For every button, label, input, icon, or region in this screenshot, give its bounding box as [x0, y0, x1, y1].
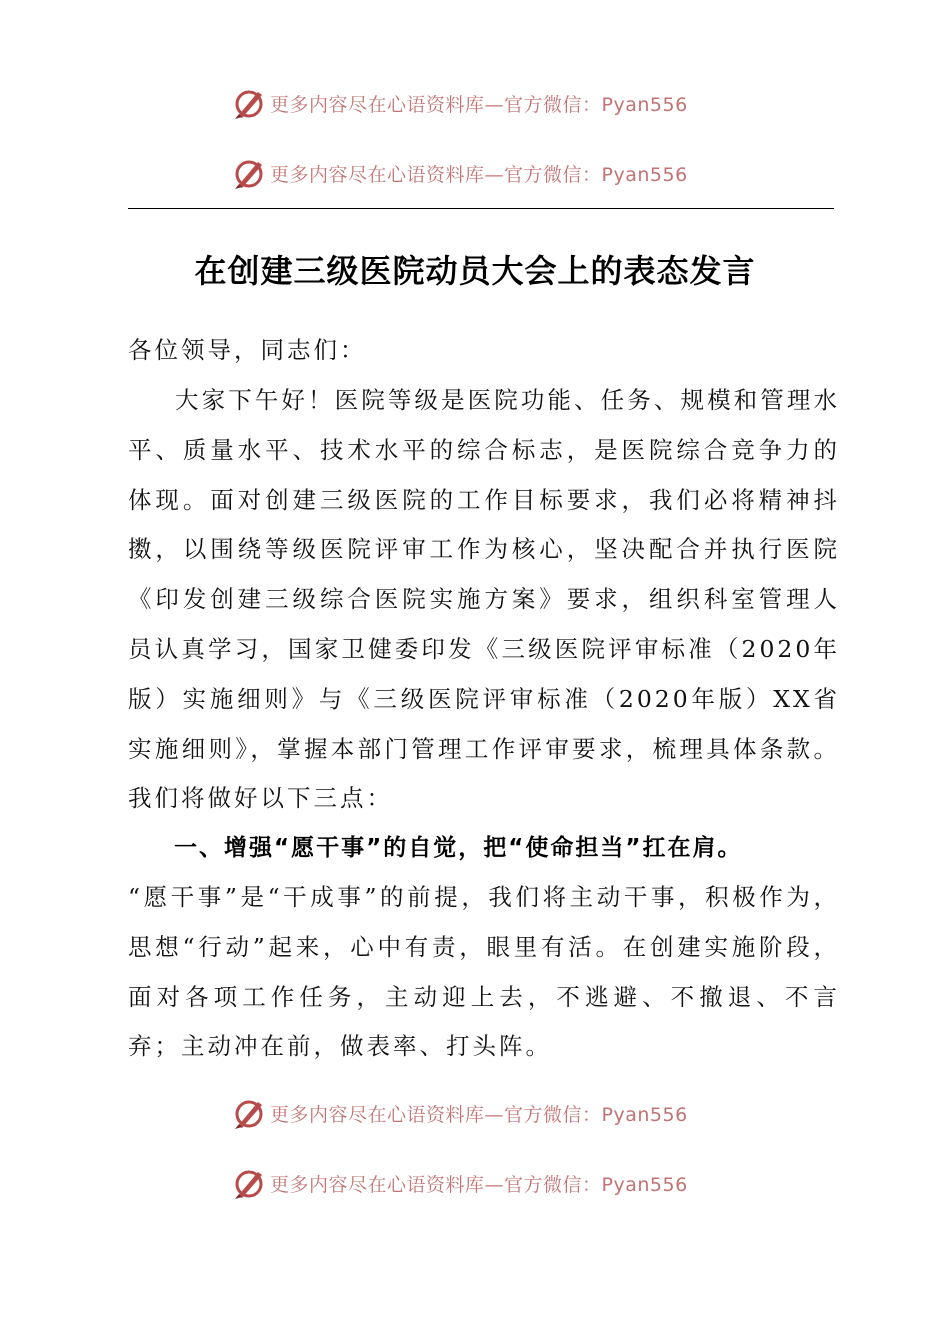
- watermark-text: 更多内容尽在心语资料库—官方微信：Pyan556: [270, 1103, 688, 1126]
- section-heading-1: 一、增强“愿干事”的自觉，把“使命担当”扛在肩。: [174, 835, 743, 861]
- header-divider: [128, 208, 834, 209]
- pen-logo-icon: [232, 1096, 266, 1130]
- watermark-text: 更多内容尽在心语资料库—官方微信：Pyan556: [270, 93, 688, 116]
- watermark-banner: [0, 1163, 950, 1203]
- watermark-text: 更多内容尽在心语资料库—官方微信：Pyan556: [270, 1173, 688, 1196]
- paragraph-section-1: “愿干事”是“干成事”的前提，我们将主动干事，积极作为，思想“行动”起来，心中有责，眼里有活。在创建实施阶段，面对各项工作任务，主动迎上去，不逃避、不撤退、不言弃；主动冲在前，做表率、打头阵。: [128, 883, 840, 1061]
- watermark-banner: [0, 153, 950, 193]
- paragraph-intro: 大家下午好！医院等级是医院功能、任务、规模和管理水平、质量水平、技术水平的综合标志，是医院综合竞争力的体现。面对创建三级医院的工作目标要求，我们必将精神抖擞，以围绕等级医院评审工作为核心，坚决配合并执行医院《印发创建三级综合医院实施方案》要求，组织科室管理人员认真学习，国家卫健委印发《三级医院评审标准（2020年版）实施细则》与《三级医院评审标准（2020年版）XX省实施细则》，掌握本部门管理工作评审要求，梳理具体条款。我们将做好以下三点：: [128, 386, 840, 813]
- pen-logo-icon: [232, 1166, 266, 1200]
- pen-logo-icon: [232, 156, 266, 190]
- watermark-banner: [0, 1093, 950, 1133]
- watermark-banner: [0, 83, 950, 123]
- document-title: 在创建三级医院动员大会上的表态发言: [194, 252, 756, 290]
- watermark-text: 更多内容尽在心语资料库—官方微信：Pyan556: [270, 163, 688, 186]
- salutation: 各位领导，同志们：: [128, 336, 367, 364]
- pen-logo-icon: [232, 86, 266, 120]
